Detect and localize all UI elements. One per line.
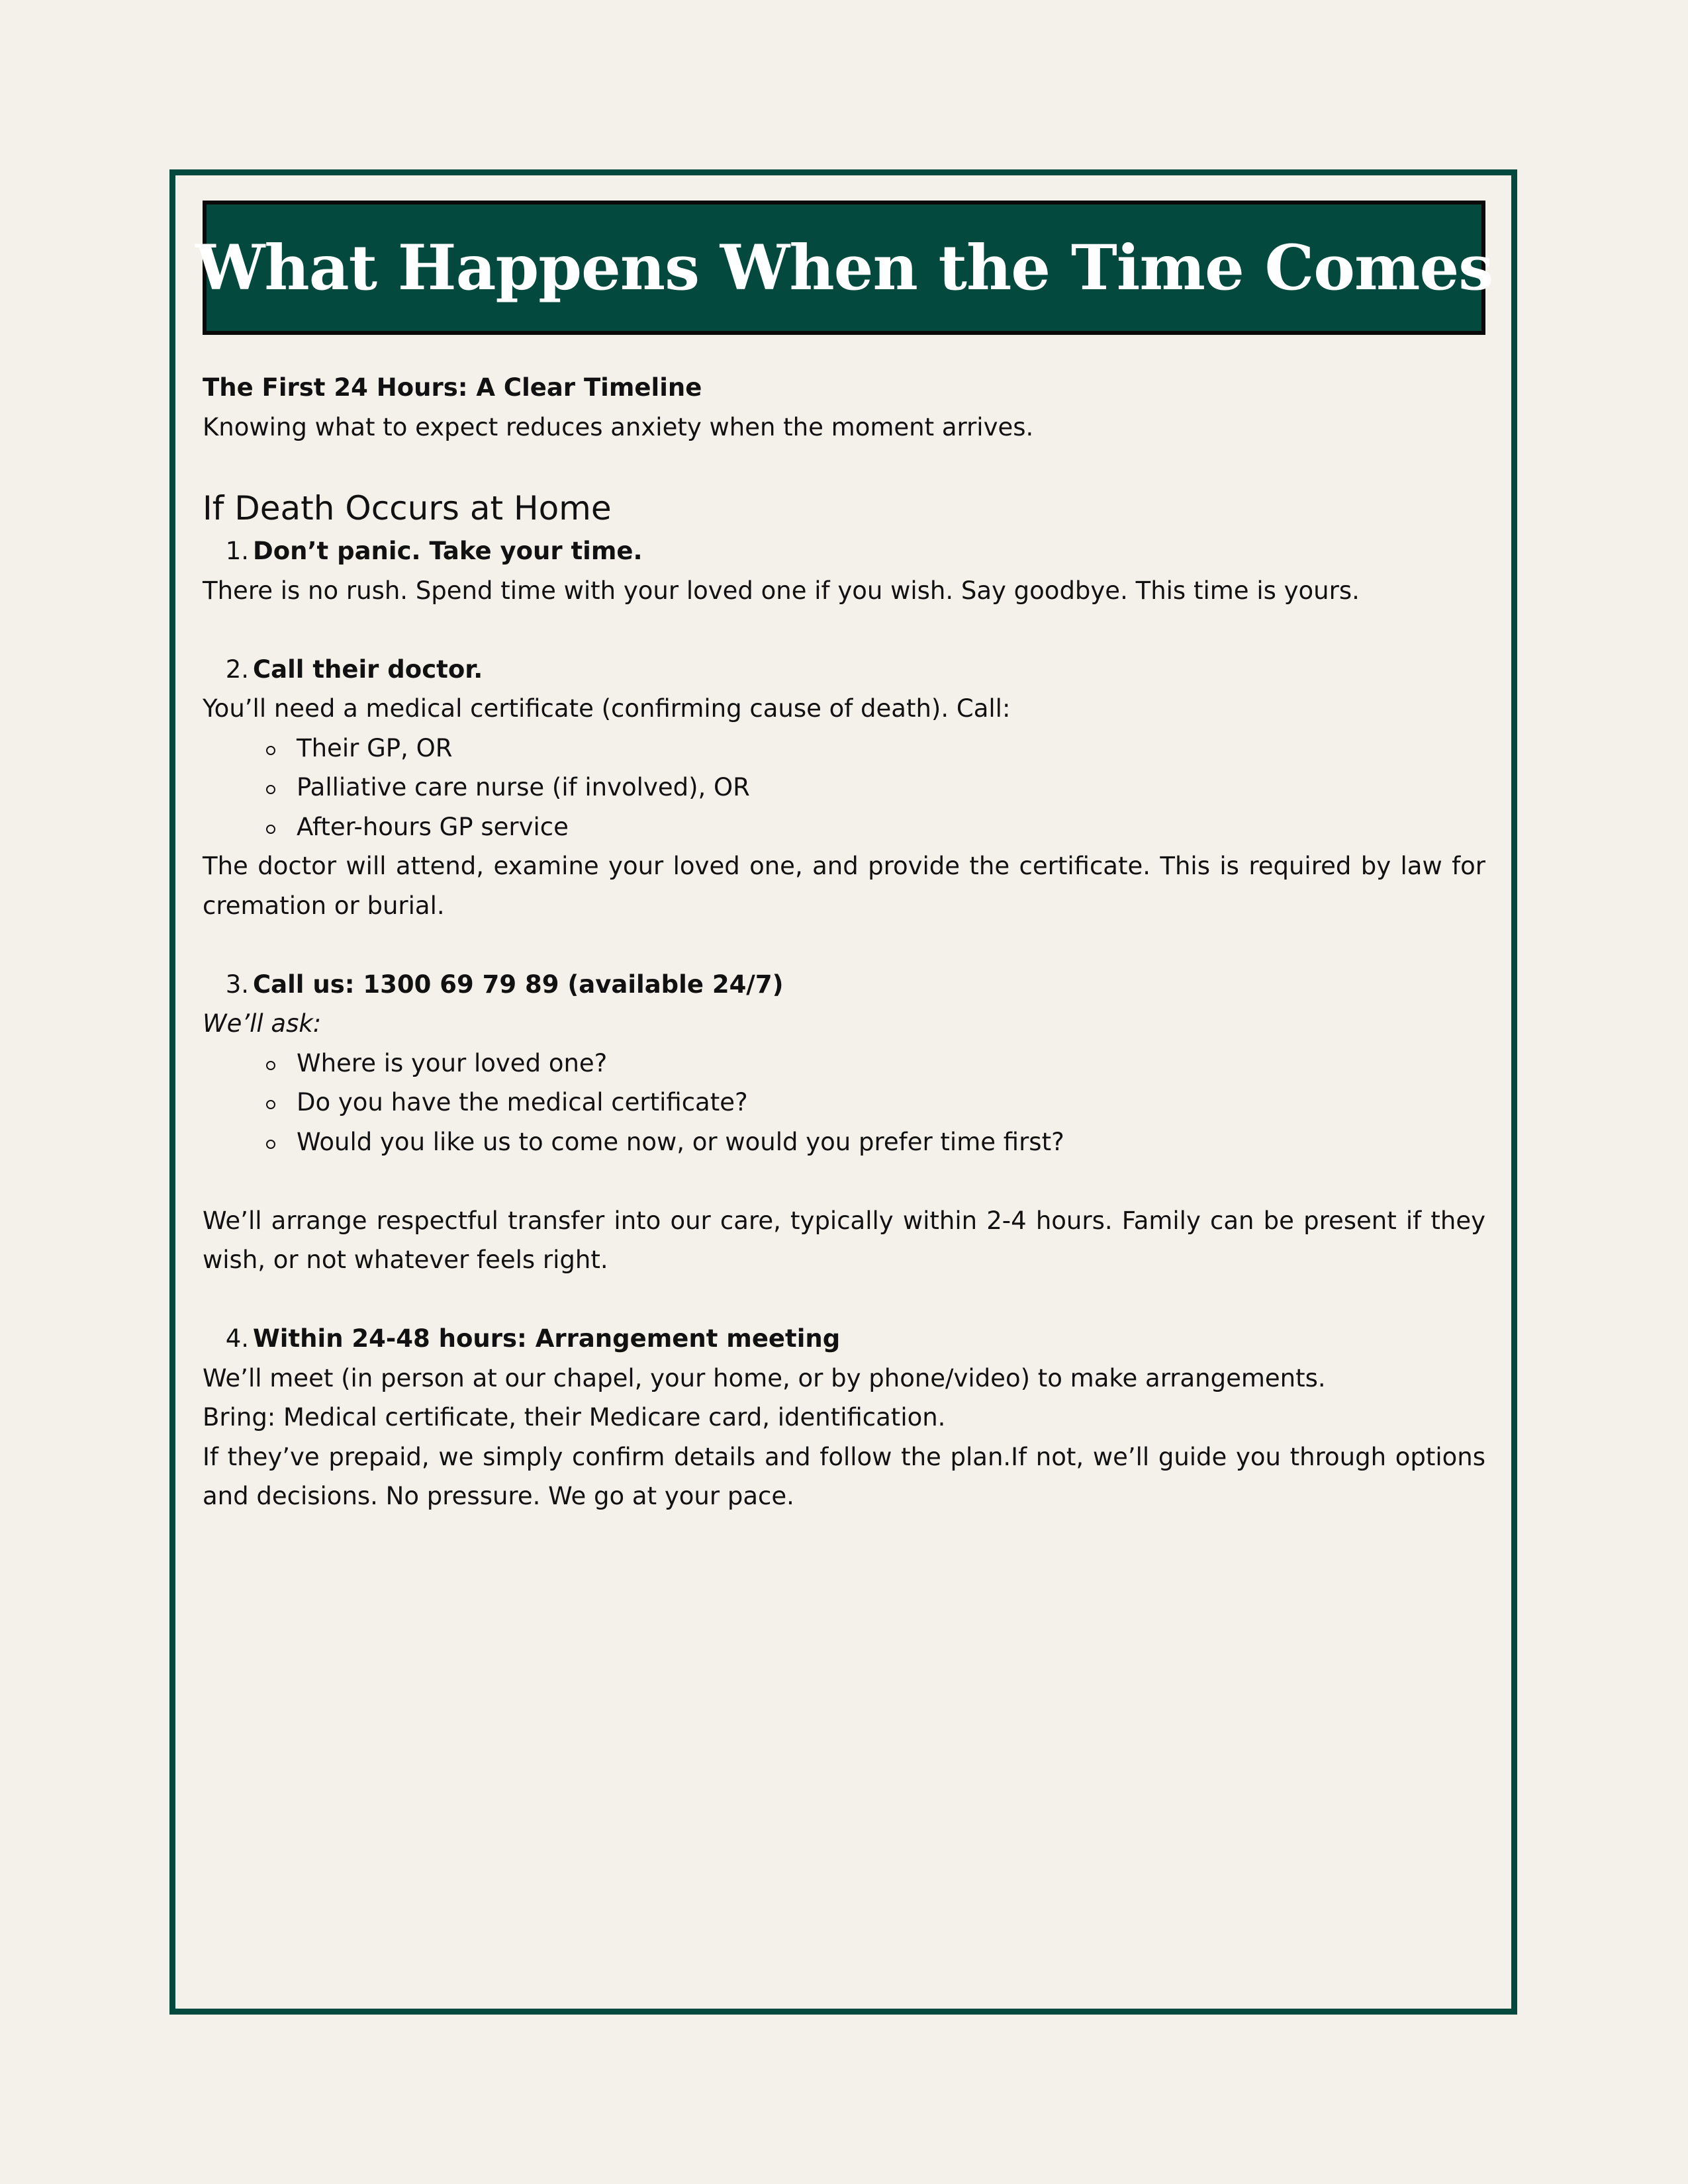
step-title: Don’t panic. Take your time. [253,537,643,565]
step-1-heading [203,531,1485,571]
spacer [203,447,1485,485]
list-item: Their GP, OR [203,729,1485,768]
document-body [203,368,1485,1516]
step-1-text: There is no rush. Spend time with your loved one if you wish. Say goodbye. This time is yours. [203,576,1360,605]
spacer [203,1280,1485,1320]
step-4-heading [203,1319,1485,1359]
list-item: Where is your loved one? [203,1044,1485,1083]
step-2-after: The doctor will attend, examine your loved one, and provide the certificate. This is required by law for cremation or burial. [203,852,1485,920]
step-3-text: We’ll ask: [203,1009,322,1038]
step-4-line: Bring: Medical certificate, their Medicare card, identification. [203,1403,946,1432]
step-title: Call us: 1300 69 79 89 (available 24/7) [253,970,784,999]
step-2-heading [203,650,1485,690]
spacer [203,1161,1485,1201]
step-number: 3. [225,970,249,999]
step-3-after: We’ll arrange respectful transfer into our care, typically within 2-4 hours. Family can be present if they wish, or not whatever feels right. [203,1206,1485,1274]
list-item: After-hours GP service [203,807,1485,847]
list-item: Palliative care nurse (if involved), OR [203,768,1485,807]
spacer [203,925,1485,965]
intro-text: Knowing what to expect reduces anxiety when the moment arrives. [203,412,1034,441]
title-banner [195,201,1493,335]
step-number: 4. [225,1324,249,1353]
list-item: Would you like us to come now, or would you prefer time first? [203,1122,1485,1162]
step-3-heading [203,965,1485,1005]
step-number: 1. [225,537,249,565]
list-item: Do you have the medical certificate? [203,1083,1485,1122]
step-title: Call their doctor. [253,655,483,684]
step-3-list [203,1044,1485,1162]
step-4-line: We’ll meet (in person at our chapel, your home, or by phone/video) to make arrangements. [203,1363,1326,1392]
step-title: Within 24-48 hours: Arrangement meeting [253,1324,841,1353]
step-2-text: You’ll need a medical certificate (confirming cause of death). Call: [203,694,1011,723]
intro-heading: The First 24 Hours: A Clear Timeline [203,373,702,402]
section-title: If Death Occurs at Home [203,489,612,527]
page-title: What Happens When the Time Comes [195,231,1493,304]
step-4-line: If they’ve prepaid, we simply confirm details and follow the plan.If not, we’ll guide you through options and decisions. No pressure. We go at your pace. [203,1442,1485,1510]
step-2-list [203,729,1485,847]
spacer [203,610,1485,650]
step-number: 2. [225,655,249,684]
